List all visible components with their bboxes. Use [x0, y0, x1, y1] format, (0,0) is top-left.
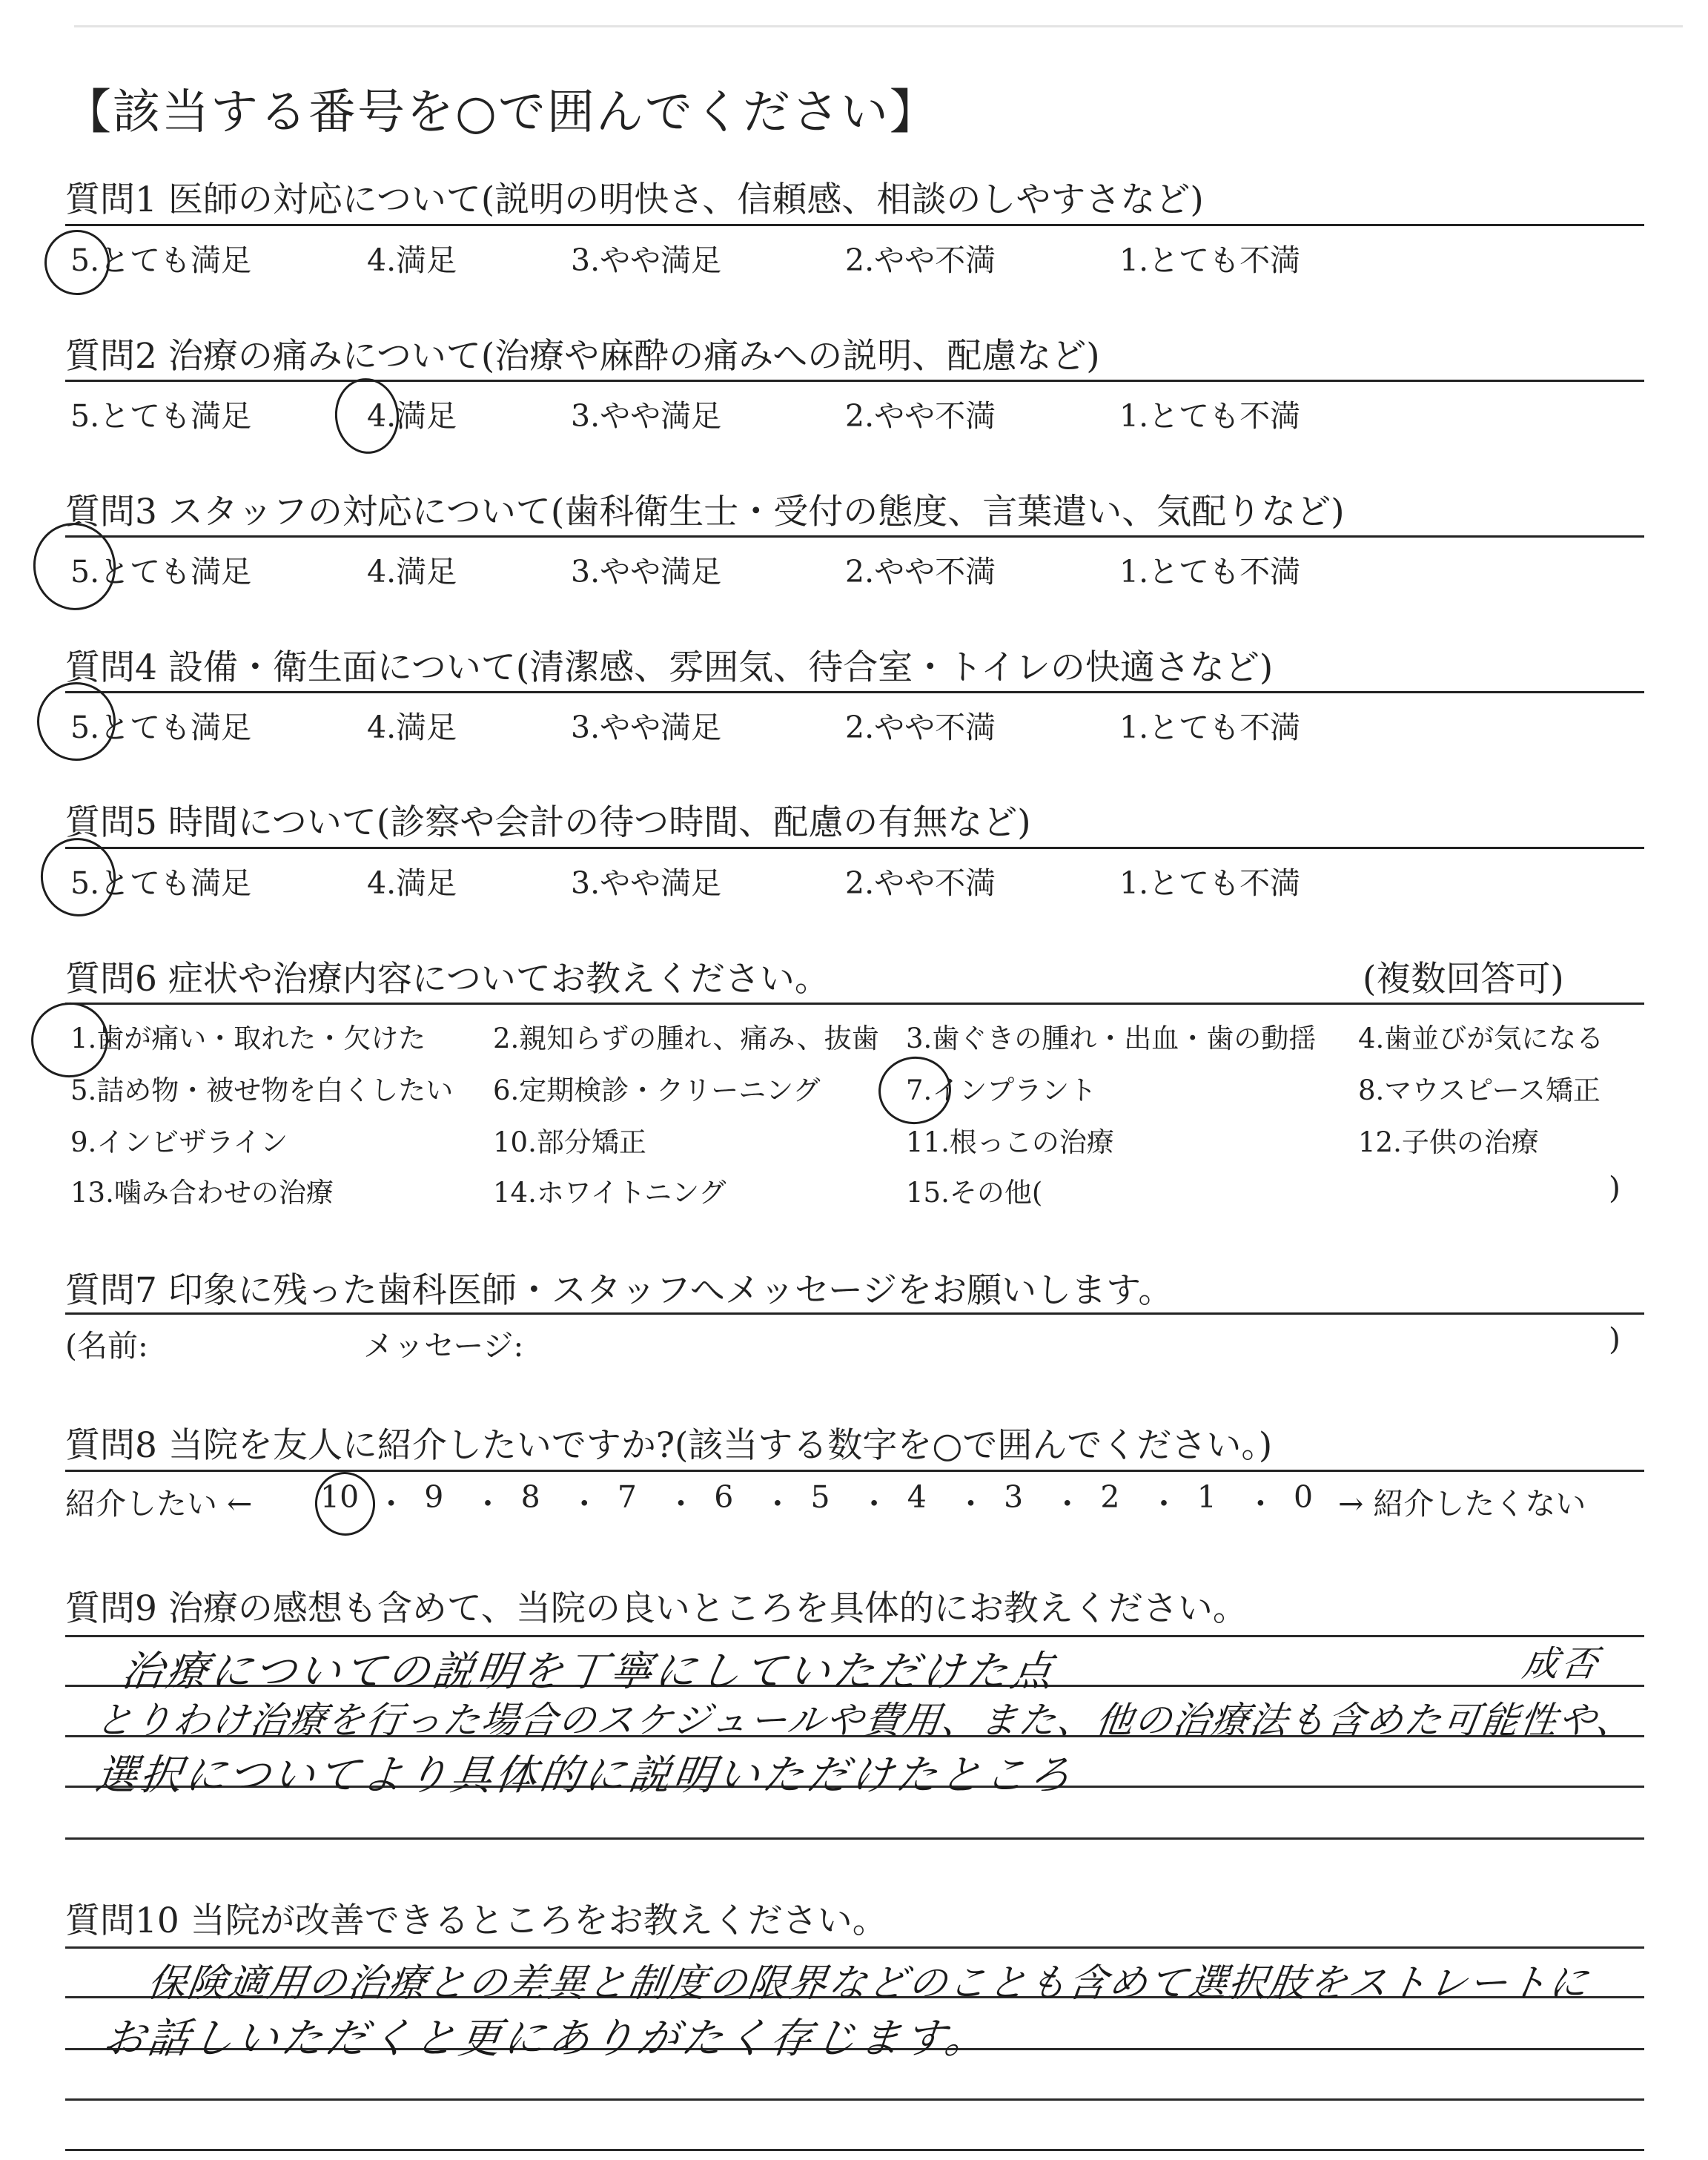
q6-option-15[interactable]: 15.その他(	[906, 1177, 1043, 1209]
q8-scale-separator: ・	[569, 1486, 600, 1522]
question-6-note: (複数回答可)	[1363, 959, 1564, 1000]
question-6-title: 質問6 症状や治療内容についてお教えください。	[65, 959, 830, 1000]
q2-selection-circle	[331, 375, 403, 457]
q7-message-label: メッセージ:	[363, 1328, 524, 1364]
q8-scale-5[interactable]: 5	[810, 1479, 830, 1515]
question-3-title: 質問3 スタッフの対応について(歯科衛生士・受付の態度、言葉遣い、気配りなど)	[65, 492, 1345, 532]
q8-scale-separator: ・	[955, 1486, 986, 1522]
q1-option-4[interactable]: 4.満足	[367, 242, 457, 278]
q6-option-9[interactable]: 9.インビザライン	[70, 1126, 288, 1158]
question-6-rule	[65, 1003, 1644, 1005]
question-5-rule	[65, 847, 1644, 849]
q8-scale-separator: ・	[472, 1486, 503, 1522]
q4-selection-circle	[31, 676, 122, 767]
question-4-title: 質問4 設備・衛生面について(清潔感、雰囲気、待合室・トイレの快適さなど)	[65, 647, 1274, 688]
q8-scale-separator: ・	[858, 1486, 890, 1522]
q9-answer-line-1: 治療についての説明を丁寧にしていただけた点	[118, 1648, 1059, 1696]
q3-option-4[interactable]: 4.満足	[367, 554, 457, 589]
question-3-rule	[65, 535, 1644, 538]
q8-scale-2[interactable]: 2	[1100, 1479, 1120, 1515]
q6-option-2[interactable]: 2.親知らずの腫れ、痛み、抜歯	[493, 1023, 879, 1054]
q1-option-5[interactable]: 5.とても満足	[70, 242, 252, 278]
question-8-title: 質問8 当院を友人に紹介したいですか?(該当する数字を○で囲んでください。)	[65, 1425, 1273, 1466]
q2-option-2[interactable]: 2.やや不満	[845, 398, 996, 434]
q7-name-label: (名前:	[65, 1328, 148, 1364]
q8-scale-0[interactable]: 0	[1294, 1479, 1314, 1515]
q6-option-1[interactable]: 1.歯が痛い・取れた・欠けた	[70, 1023, 426, 1054]
q6-option-12[interactable]: 12.子供の治療	[1358, 1126, 1539, 1158]
q3-option-3[interactable]: 3.やや満足	[571, 554, 722, 589]
q6-option-8[interactable]: 8.マウスピース矯正	[1358, 1074, 1601, 1106]
q8-scale-separator: ・	[1148, 1486, 1179, 1522]
q9-answer-line-2: とりわけ治療を行った場合のスケジュールや費用、また、他の治療法も含めた可能性や、	[93, 1699, 1638, 1742]
q2-option-5[interactable]: 5.とても満足	[70, 398, 252, 434]
q5-option-4[interactable]: 4.満足	[367, 865, 457, 901]
q4-option-1[interactable]: 1.とても不満	[1119, 710, 1301, 745]
q5-option-3[interactable]: 3.やや満足	[571, 865, 722, 901]
q4-option-3[interactable]: 3.やや満足	[571, 710, 722, 745]
q6-option-6[interactable]: 6.定期検診・クリーニング	[493, 1074, 821, 1106]
q6-selection-circle-7	[874, 1052, 956, 1129]
q6-option-11[interactable]: 11.根っこの治療	[906, 1126, 1114, 1158]
q6-option-7[interactable]: 7.インプラント	[906, 1074, 1097, 1106]
q2-option-1[interactable]: 1.とても不満	[1119, 398, 1301, 434]
q1-option-1[interactable]: 1.とても不満	[1119, 242, 1301, 278]
q8-scale-1[interactable]: 1	[1196, 1479, 1217, 1515]
q8-scale-separator: ・	[376, 1486, 407, 1522]
q8-scale-separator: ・	[762, 1486, 793, 1522]
q8-scale-separator: ・	[1052, 1486, 1083, 1522]
q10-line-1	[65, 1946, 1644, 1949]
q5-option-2[interactable]: 2.やや不満	[845, 865, 996, 901]
question-1-title: 質問1 医師の対応について(説明の明快さ、信頼感、相談のしやすさなど)	[65, 179, 1204, 220]
q8-scale-8[interactable]: 8	[520, 1479, 540, 1515]
q4-option-5[interactable]: 5.とても満足	[70, 710, 252, 745]
q2-option-3[interactable]: 3.やや満足	[571, 398, 722, 434]
q10-line-5	[65, 2149, 1644, 2151]
question-7-rule	[65, 1312, 1644, 1315]
q9-margin-note: 成否	[1520, 1643, 1603, 1685]
q10-answer-line-2: お話しいただくと更にありがたく存じます。	[99, 2015, 993, 2063]
q2-option-4[interactable]: 4.満足	[367, 398, 457, 434]
q6-option-13[interactable]: 13.噛み合わせの治療	[70, 1177, 334, 1209]
q5-option-1[interactable]: 1.とても不満	[1119, 865, 1301, 901]
question-1-rule	[65, 224, 1644, 226]
q9-line-5	[65, 1837, 1644, 1840]
q6-option-14[interactable]: 14.ホワイトニング	[493, 1177, 726, 1209]
q8-scale-separator: ・	[1245, 1486, 1276, 1522]
q8-right-label: → 紹介したくない	[1338, 1486, 1586, 1522]
q6-option-5[interactable]: 5.詰め物・被せ物を白くしたい	[70, 1074, 454, 1106]
q3-option-2[interactable]: 2.やや不満	[845, 554, 996, 589]
q9-line-1	[65, 1635, 1644, 1637]
q8-left-label: 紹介したい ←	[65, 1486, 253, 1522]
q6-option-10[interactable]: 10.部分矯正	[493, 1126, 646, 1158]
q1-option-2[interactable]: 2.やや不満	[845, 242, 996, 278]
q5-option-5[interactable]: 5.とても満足	[70, 865, 252, 901]
q8-scale-3[interactable]: 3	[1004, 1479, 1024, 1515]
q8-scale-4[interactable]: 4	[907, 1479, 927, 1515]
question-10-title: 質問10 当院が改善できるところをお教えください。	[65, 1900, 887, 1941]
top-border	[74, 25, 1683, 27]
question-2-rule	[65, 380, 1644, 382]
question-2-title: 質問2 治療の痛みについて(治療や麻酔の痛みへの説明、配慮など)	[65, 336, 1100, 377]
q1-option-3[interactable]: 3.やや満足	[571, 242, 722, 278]
q8-scale-6[interactable]: 6	[714, 1479, 734, 1515]
q10-line-4	[65, 2098, 1644, 2101]
q8-scale-separator: ・	[666, 1486, 697, 1522]
q6-option-3[interactable]: 3.歯ぐきの腫れ・出血・歯の動揺	[906, 1023, 1317, 1054]
question-9-title: 質問9 治療の感想も含めて、当院の良いところを具体的にお教えください。	[65, 1588, 1248, 1629]
q4-option-4[interactable]: 4.満足	[367, 710, 457, 745]
question-7-title: 質問7 印象に残った歯科医師・スタッフへメッセージをお願いします。	[65, 1270, 1174, 1311]
q10-answer-line-1: 保険適用の治療との差異と制度の限界などのことも含めて選択肢をストレートに	[145, 1961, 1592, 2006]
q8-scale-10[interactable]: 10	[320, 1479, 360, 1515]
q4-option-2[interactable]: 2.やや不満	[845, 710, 996, 745]
q8-scale-9[interactable]: 9	[424, 1479, 444, 1515]
q6-option-4[interactable]: 4.歯並びが気になる	[1358, 1023, 1604, 1054]
question-4-rule	[65, 691, 1644, 693]
q8-scale-7[interactable]: 7	[617, 1479, 637, 1515]
question-5-title: 質問5 時間について(診察や会計の待つ時間、配慮の有無など)	[65, 802, 1031, 843]
q5-selection-circle	[35, 832, 122, 922]
q9-answer-line-3: 選択についてより具体的に説明いただけたところ	[92, 1751, 1077, 1800]
page-heading: 【該当する番号を○で囲んでください】	[64, 85, 939, 140]
q3-option-5[interactable]: 5.とても満足	[70, 554, 252, 589]
q6-other-close-paren: )	[1609, 1170, 1621, 1206]
q3-option-1[interactable]: 1.とても不満	[1119, 554, 1301, 589]
question-8-rule	[65, 1470, 1644, 1472]
q7-close-paren: )	[1609, 1321, 1621, 1357]
